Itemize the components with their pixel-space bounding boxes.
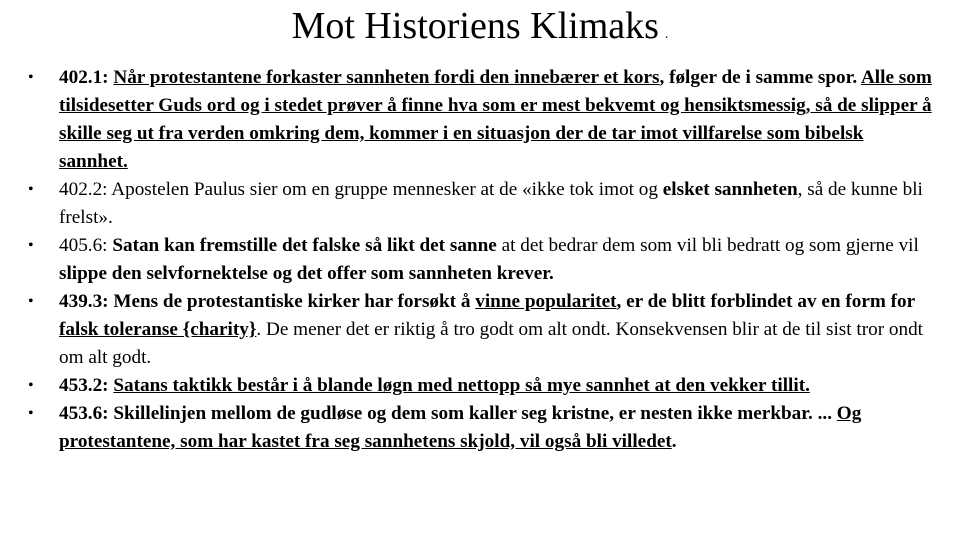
bullet-item	[24, 232, 936, 288]
bullet-text-segment: Alle som tilsidesetter Guds ord og i stedet prøver å finne hva som er mest bekvemt og hensiktsmessig, så de slipper å skille seg ut fra verden omkring dem, kommer i en situasjon der de tar imot villfarelse som bibelsk sannhet.	[59, 67, 932, 172]
slide-title	[0, 2, 960, 59]
slide-title-text: Mot Historiens Klimaks	[291, 5, 659, 47]
slide-title-mark: .	[664, 27, 669, 42]
bullet-text-segment: Når protestantene forkaster sannheten fordi den innebærer et kors	[113, 67, 660, 88]
bullet-marker: •	[28, 237, 34, 254]
bullet-text-segment: Satan kan fremstille det falske så likt det sanne	[112, 235, 497, 256]
bullet-text-segment: Og protestantene, som har kastet fra seg sannhetens skjold, vil også bli villedet	[59, 403, 862, 452]
bullet-marker: •	[28, 405, 34, 422]
bullet-text-segment: at det bedrar dem som vil bli bedratt og som gjerne vil	[496, 235, 919, 256]
bullet-text-segment: 402.1:	[59, 67, 114, 88]
bullet-text-segment: . De mener det er riktig å tro godt om alt ondt. Konsekvensen blir at de til sist tror ondt om alt godt.	[59, 319, 924, 368]
bullet-text-segment: .	[671, 431, 677, 452]
bullet-text-segment: elsket sannheten	[662, 179, 798, 200]
bullet-text-segment: , så de kunne bli frelst».	[59, 179, 923, 228]
bullet-item	[24, 64, 936, 176]
bullet-text-segment: 402.2: Apostelen Paulus sier om en gruppe mennesker at de «ikke tok imot og	[59, 179, 663, 200]
bullet-text-segment: slippe den selvfornektelse og det offer som sannheten krever.	[59, 263, 554, 284]
bullet-item	[24, 176, 936, 232]
bullet-text-segment: falsk toleranse {charity}	[59, 319, 257, 340]
bullet-item	[24, 372, 936, 400]
bullet-text-segment: Satans taktikk består i å blande løgn med nettopp så mye sannhet at den vekker tillit.	[113, 375, 810, 396]
bullet-item	[24, 400, 936, 456]
bullet-marker: •	[28, 181, 34, 198]
bullet-item	[24, 288, 936, 372]
bullet-text-segment: 439.3: Mens de protestantiske kirker har forsøkt å	[59, 291, 476, 312]
bullet-text-segment: 405.6:	[59, 235, 113, 256]
bullet-marker: •	[28, 293, 34, 310]
bullet-marker: •	[28, 377, 34, 394]
bullet-text-segment: 453.6: Skillelinjen mellom de gudløse og dem som kaller seg kristne, er nesten ikke merkbar. ...	[59, 403, 837, 424]
bullet-text-segment: , følger de i samme spor.	[659, 67, 861, 88]
bullet-text-segment: vinne popularitet	[475, 291, 617, 312]
bullet-list	[24, 64, 936, 456]
bullet-marker: •	[28, 69, 34, 86]
bullet-text-segment: , er de blitt forblindet av en form for	[616, 291, 915, 312]
bullet-text-segment: 453.2:	[59, 375, 114, 396]
